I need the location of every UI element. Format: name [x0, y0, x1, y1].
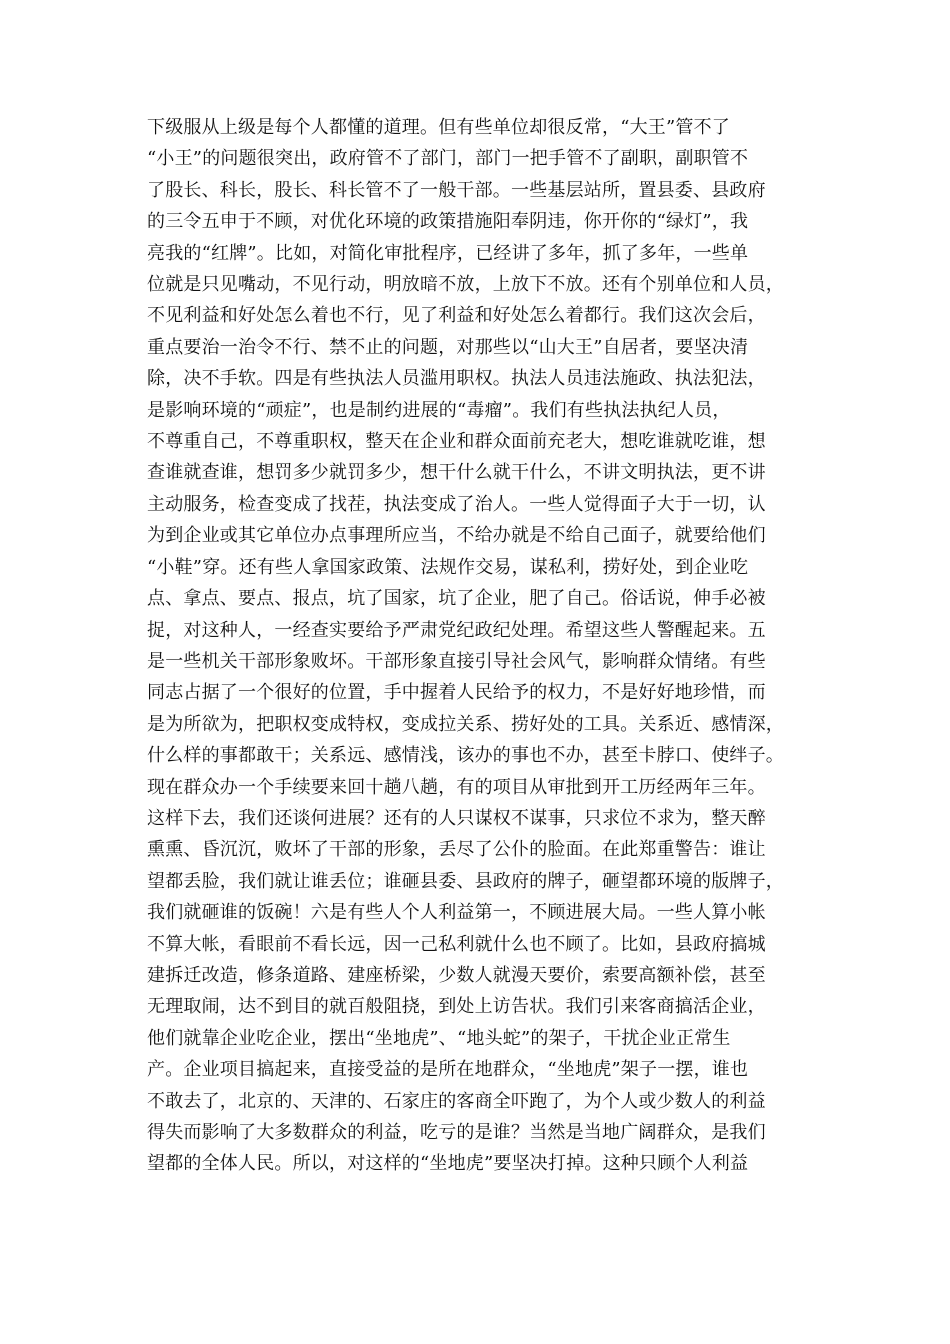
text-line: 他们就靠企业吃企业，摆出“坐地虎”、“地头蛇”的架子，干扰企业正常生 [147, 1027, 731, 1049]
text-line: 主动服务，检查变成了找茬，执法变成了治人。一些人觉得面子大于一切，认 [147, 493, 766, 515]
text-line: 不见利益和好处怎么着也不行，见了利益和好处怎么着都行。我们这次会后， [147, 305, 766, 327]
text-line: 点、拿点、要点、报点，坑了国家，坑了企业，肥了自己。俗话说，伸手必被 [147, 588, 766, 610]
text-line: 的三令五申于不顾，对优化环境的政策措施阳奉阴违，你开你的“绿灯”，我 [147, 211, 749, 233]
text-line: 现在群众办一个手续要来回十趟八趟，有的项目从审批到开工历经两年三年。 [147, 776, 766, 798]
text-line: 无理取闹，达不到目的就百般阻挠，到处上访告状。我们引来客商搞活企业， [147, 996, 766, 1018]
text-line: 捉，对这种人，一经查实要给予严肃党纪政纪处理。希望这些人警醒起来。五 [147, 619, 766, 641]
text-line: 亮我的“红牌”。比如，对简化审批程序，已经讲了多年，抓了多年，一些单 [147, 242, 749, 264]
text-line: 为到企业或其它单位办点事理所应当，不给办就是不给自己面子，就要给他们 [147, 525, 766, 547]
text-line: 下级服从上级是每个人都懂的道理。但有些单位却很反常，“大王”管不了 [147, 117, 731, 138]
text-line: 得失而影响了大多数群众的利益，吃亏的是谁？当然是当地广阔群众，是我们 [147, 1122, 766, 1143]
text-line: 建拆迁改造，修条道路、建座桥梁，少数人就漫天要价，索要高额补偿，甚至 [147, 964, 766, 986]
text-line: 同志占据了一个很好的位置，手中握着人民给予的权力，不是好好地珍惜，而 [147, 682, 766, 704]
text-line: 不算大帐，看眼前不看长远，因一己私利就什么也不顾了。比如，县政府搞城 [147, 933, 766, 955]
text-line: 望都的全体人民。所以，对这样的“坐地虎”要坚决打掉。这种只顾个人利益 [147, 1153, 749, 1175]
text-line: 不敢去了，北京的、天津的、石家庄的客商全吓跑了，为个人或少数人的利益 [147, 1090, 766, 1112]
text-line: 是影响环境的“顽症”，也是制约进展的“毒瘤”。我们有些执法执纪人员， [147, 399, 731, 421]
text-line: 望都丢脸，我们就让谁丢位；谁砸县委、县政府的牌子，砸望都环境的版牌子， [147, 870, 784, 892]
text-line: 查谁就查谁，想罚多少就罚多少，想干什么就干什么，不讲文明执法，更不讲 [147, 462, 766, 484]
text-line: 是一些机关干部形象败坏。干部形象直接引导社会风气，影响群众情绪。有些 [147, 650, 766, 672]
text-line: 熏熏、昏沉沉，败坏了干部的形象，丢尽了公仆的脸面。在此郑重警告：谁让 [147, 839, 766, 861]
text-line: 这样下去，我们还谈何进展？还有的人只谋权不谋事，只求位不求为，整天醉 [147, 807, 766, 829]
text-line: 位就是只见嘴动，不见行动，明放暗不放，上放下不放。还有个别单位和人员， [147, 274, 784, 296]
text-line: 我们就砸谁的饭碗！六是有些人个人利益第一，不顾进展大局。一些人算小帐 [147, 902, 766, 924]
text-line: 什么样的事都敢干；关系远、感情浅，该办的事也不办，甚至卡脖口、使绊子。 [147, 745, 784, 767]
text-line: 是为所欲为，把职权变成特权，变成拉关系、捞好处的工具。关系近、感情深， [147, 713, 784, 735]
text-line: 重点要治一治令不行、禁不止的问题，对那些以“山大王”自居者，要坚决清 [147, 336, 749, 358]
text-line: 了股长、科长，股长、科长管不了一般干部。一些基层站所，置县委、县政府 [147, 179, 766, 201]
text-line: 产。企业项目搞起来，直接受益的是所在地群众，“坐地虎”架子一摆，谁也 [147, 1059, 749, 1081]
text-line: “小鞋”穿。还有些人拿国家政策、法规作交易，谋私利，捞好处，到企业吃 [147, 556, 749, 578]
text-line: 不尊重自己，不尊重职权，整天在企业和群众面前充老大，想吃谁就吃谁，想 [147, 431, 766, 453]
text-line: 除，决不手软。四是有些执法人员滥用职权。执法人员违法施政、执法犯法， [147, 368, 766, 390]
text-line: “小王”的问题很突出，政府管不了部门，部门一把手管不了副职，副职管不 [147, 148, 749, 170]
body-text [147, 112, 807, 1180]
